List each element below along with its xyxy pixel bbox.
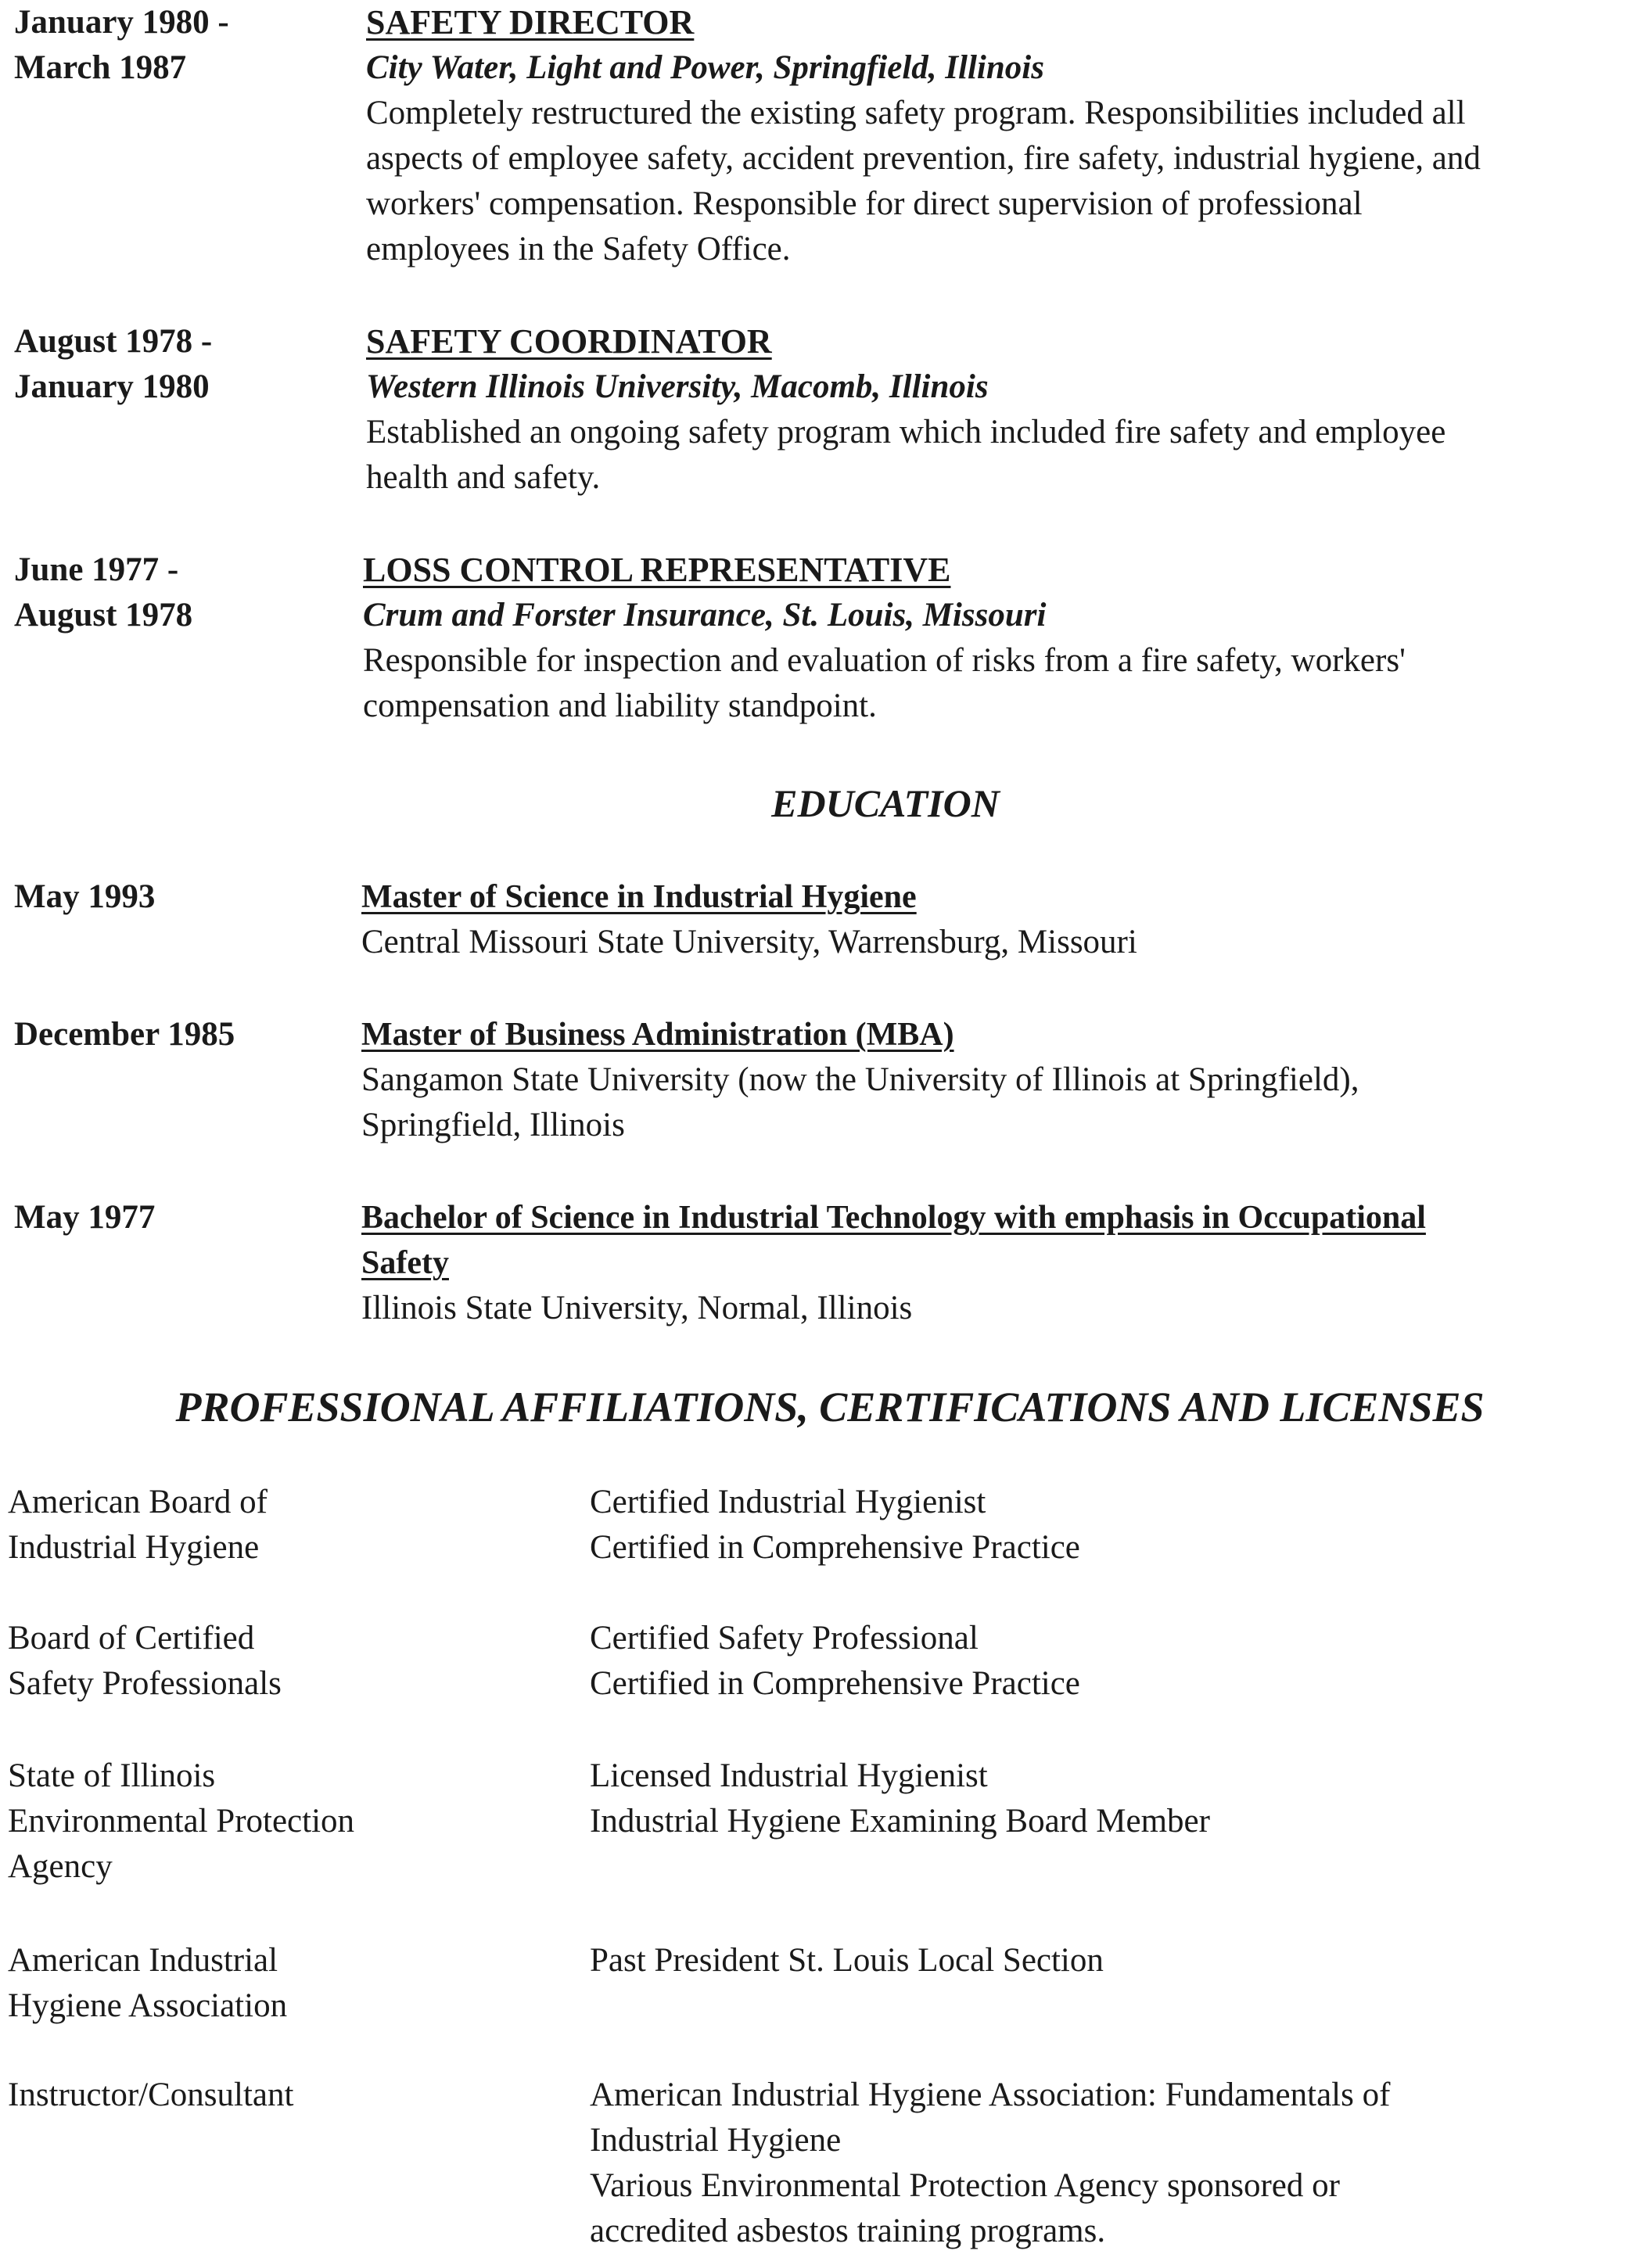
education-heading: EDUCATION bbox=[771, 781, 1000, 825]
affiliation-organization bbox=[8, 1753, 555, 1890]
affiliation-organization bbox=[8, 1480, 555, 1570]
education-content bbox=[361, 1012, 1652, 1148]
credential-line: Certified in Comprehensive Practice bbox=[590, 1529, 1080, 1566]
affiliation-organization bbox=[8, 2073, 555, 2118]
education-date: May 1977 bbox=[14, 1199, 156, 1236]
affiliation-credentials bbox=[590, 1616, 1638, 1707]
experience-content bbox=[366, 0, 1652, 272]
credential-line: Past President St. Louis Local Section bbox=[590, 1942, 1104, 1979]
credential-line: Certified in Comprehensive Practice bbox=[590, 1665, 1080, 1702]
org-line: American Industrial bbox=[8, 1942, 278, 1979]
description-line: workers' compensation. Responsible for direct supervision of professional bbox=[366, 185, 1363, 222]
affiliation-credentials bbox=[590, 1753, 1638, 1844]
credential-line: Industrial Hygiene Examining Board Member bbox=[590, 1803, 1210, 1840]
description-line: employees in the Safety Office. bbox=[366, 231, 791, 267]
date-line: August 1978 - bbox=[14, 323, 213, 360]
school-line: Central Missouri State University, Warrensburg, Missouri bbox=[361, 924, 1137, 960]
description-line: health and safety. bbox=[366, 459, 601, 496]
school bbox=[361, 1286, 1652, 1331]
degree-continued: Safety bbox=[361, 1245, 449, 1281]
degree: Bachelor of Science in Industrial Technology with emphasis in Occupational bbox=[361, 1200, 1426, 1236]
experience-date bbox=[14, 547, 343, 638]
affiliation-credentials bbox=[590, 1938, 1638, 1983]
school-line: Sangamon State University (now the University of Illinois at Springfield), bbox=[361, 1061, 1359, 1098]
education-date: December 1985 bbox=[14, 1016, 235, 1053]
education-content bbox=[361, 1195, 1652, 1331]
description-line: Established an ongoing safety program which included fire safety and employee bbox=[366, 414, 1446, 450]
experience-content bbox=[363, 547, 1652, 729]
date-line: March 1987 bbox=[14, 49, 187, 86]
credential-line: Industrial Hygiene bbox=[590, 2122, 842, 2159]
org-line: Safety Professionals bbox=[8, 1665, 282, 1702]
job-title: SAFETY DIRECTOR bbox=[366, 3, 695, 41]
employer: Western Illinois University, Macomb, Illinois bbox=[366, 368, 989, 405]
credential-line: American Industrial Hygiene Association: Fundamentals of bbox=[590, 2077, 1391, 2113]
job-description bbox=[366, 91, 1652, 272]
education-content bbox=[361, 874, 1652, 965]
credential-line: accredited asbestos training programs. bbox=[590, 2213, 1106, 2249]
employer: Crum and Forster Insurance, St. Louis, Missouri bbox=[363, 597, 1047, 634]
org-line: Environmental Protection bbox=[8, 1803, 355, 1840]
org-line: Instructor/Consultant bbox=[8, 2077, 294, 2113]
job-title: LOSS CONTROL REPRESENTATIVE bbox=[363, 551, 951, 589]
experience-content bbox=[366, 319, 1652, 501]
description-line: Completely restructured the existing safety program. Responsibilities included all bbox=[366, 95, 1466, 131]
credential-line: Certified Industrial Hygienist bbox=[590, 1484, 986, 1520]
degree: Master of Science in Industrial Hygiene bbox=[361, 879, 917, 915]
org-line: American Board of bbox=[8, 1484, 268, 1520]
org-line: Hygiene Association bbox=[8, 1987, 288, 2024]
date-line: January 1980 - bbox=[14, 4, 229, 41]
school-line: Illinois State University, Normal, Illinois bbox=[361, 1290, 913, 1326]
org-line: State of Illinois bbox=[8, 1757, 216, 1794]
org-line: Board of Certified bbox=[8, 1620, 255, 1657]
date-line: August 1978 bbox=[14, 597, 193, 634]
education-date: May 1993 bbox=[14, 878, 156, 915]
date-line: January 1980 bbox=[14, 368, 210, 405]
experience-date bbox=[14, 0, 343, 91]
credential-line: Certified Safety Professional bbox=[590, 1620, 979, 1657]
school bbox=[361, 1057, 1652, 1148]
org-line: Agency bbox=[8, 1848, 113, 1885]
credential-line: Various Environmental Protection Agency sponsored or bbox=[590, 2167, 1340, 2204]
description-line: Responsible for inspection and evaluation of risks from a fire safety, workers' bbox=[363, 642, 1406, 679]
job-description bbox=[366, 410, 1652, 501]
job-description bbox=[363, 638, 1652, 729]
degree: Master of Business Administration (MBA) bbox=[361, 1017, 954, 1053]
school bbox=[361, 920, 1652, 965]
description-line: aspects of employee safety, accident prevention, fire safety, industrial hygiene, and bbox=[366, 140, 1481, 177]
employer: City Water, Light and Power, Springfield, Illinois bbox=[366, 49, 1044, 86]
affiliations-heading: PROFESSIONAL AFFILIATIONS, CERTIFICATIONS AND LICENSES bbox=[175, 1384, 1485, 1430]
affiliation-credentials bbox=[590, 1480, 1638, 1570]
org-line: Industrial Hygiene bbox=[8, 1529, 260, 1566]
affiliation-organization bbox=[8, 1616, 555, 1707]
experience-date bbox=[14, 319, 343, 410]
affiliation-credentials bbox=[590, 2073, 1638, 2254]
affiliation-organization bbox=[8, 1938, 555, 2029]
job-title: SAFETY COORDINATOR bbox=[366, 322, 772, 361]
credential-line: Licensed Industrial Hygienist bbox=[590, 1757, 988, 1794]
description-line: compensation and liability standpoint. bbox=[363, 687, 877, 724]
date-line: June 1977 - bbox=[14, 551, 179, 588]
school-line: Springfield, Illinois bbox=[361, 1107, 625, 1143]
